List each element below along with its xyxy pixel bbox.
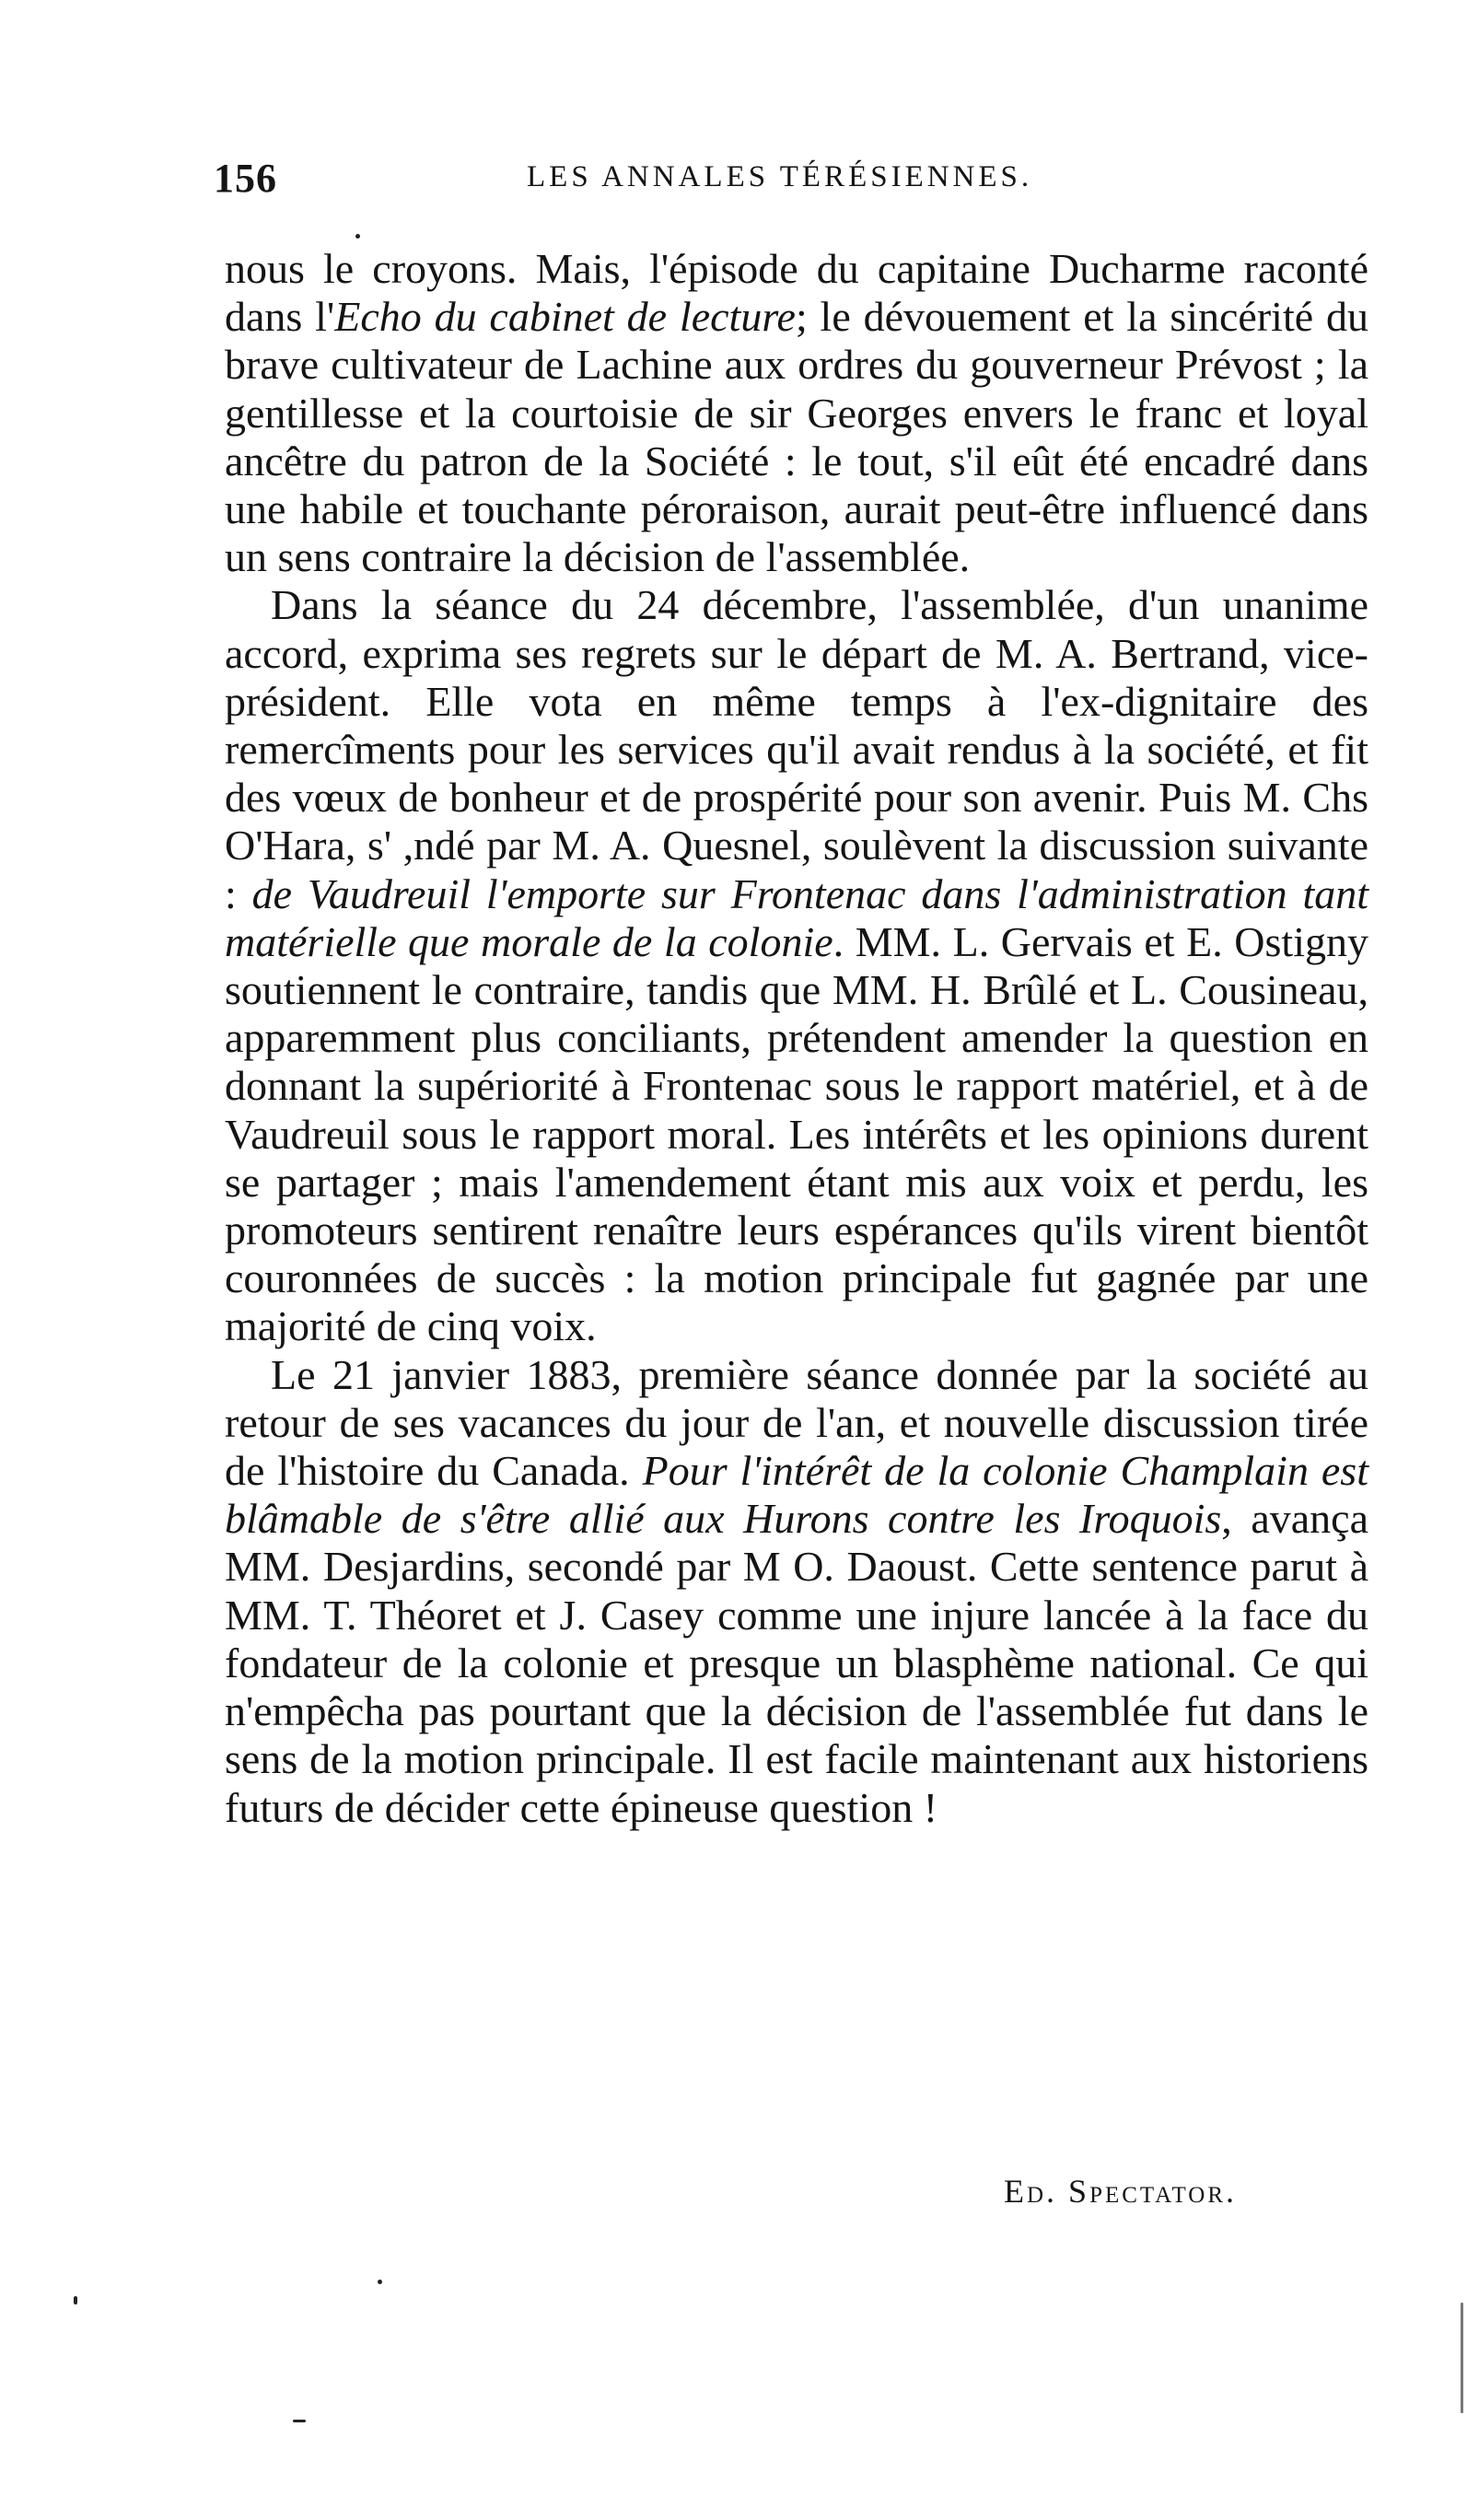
text-segment: ; le dévouement et la sincérité du brave cultivateur de Lachine aux ordres du gouverneur Prévost ; la gentillesse et la courtoisie de sir Georges envers le franc et loyal ancêtre du patron de la Société : le tout, s'il eût été encadré dans une habile et touchante péroraison, aurait peut-être influencé dans un sens contraire la décision de l'assemblée.: [225, 293, 1368, 581]
print-speck: [1461, 2303, 1463, 2413]
text-segment: Dans la séance du 24 décembre, l'assemblée, d'un unanime accord, exprima ses regrets sur le départ de M. A. Bertrand, vice-président. Elle vota en même temps à l'ex-dignitaire des remercîments pour les services qu'il avait rendus à la société, et fit des vœux de bonheur et de prospérité pour son avenir. Puis M. Chs O'Hara, s' ,ndé par M. A. Quesnel, soulèvent la discussion suivante :: [225, 581, 1368, 917]
running-title: LES ANNALES TÉRÉSIENNES.: [527, 160, 1033, 193]
print-speck: [378, 2280, 382, 2284]
print-speck: [74, 2296, 77, 2304]
print-speck: [293, 2420, 306, 2422]
paragraph-2: [225, 581, 1368, 1350]
paragraph-3: [225, 1351, 1368, 1832]
page-number: 156: [214, 156, 277, 201]
italic-segment: Echo du cabinet de lecture: [334, 293, 796, 341]
text-segment: . MM. L. Gervais et E. Ostigny soutiennent le contraire, tandis que MM. H. Brûlé et L. Cousineau, apparemment plus conciliants, prétendent amender la question en donnant la supériorité à Frontenac sous le rapport matériel, et à de Vaudreuil sous le rapport moral. Les intérêts et les opinions durent se partager ; mais l'amendement étant mis aux voix et perdu, les promoteurs sentirent renaître leurs espérances qu'ils virent bientôt couronnées de succès : la motion principale fut gagnée par une majorité de cinq voix.: [225, 917, 1368, 1350]
body-text: [225, 245, 1368, 1832]
author-signature: Ed. Spectator.: [1004, 2173, 1238, 2210]
text-segment: nous le croyons. Mais, l'épisode du capitaine Ducharme raconté dans l': [225, 245, 1368, 341]
running-head: [214, 155, 1374, 210]
text-segment: , avança MM. Desjardins, secondé par M O. Daoust. Cette sentence parut à MM. T. Théoret et J. Casey comme une injure lancée à la face du fondateur de la colonie et presque un blasphème national. Ce qui n'empêcha pas pourtant que la décision de l'assemblée fut dans le sens de la motion principale. Il est facile maintenant aux historiens futurs de décider cette épineuse question !: [225, 1495, 1368, 1831]
text-segment: Le 21 janvier 1883, première séance donnée par la société au retour de ses vacances du jour de l'an, et nouvelle discussion tirée de l'histoire du Canada.: [225, 1350, 1368, 1495]
italic-segment: Pour l'intérêt de la colonie Champlain est blâmable de s'être allié aux Hurons contre les Iroquois: [225, 1447, 1368, 1543]
paragraph-1: [225, 245, 1368, 581]
print-speck: [355, 234, 360, 239]
italic-segment: de Vaudreuil l'emporte sur Frontenac dans l'administration tant matérielle que morale de la colonie: [225, 869, 1369, 965]
